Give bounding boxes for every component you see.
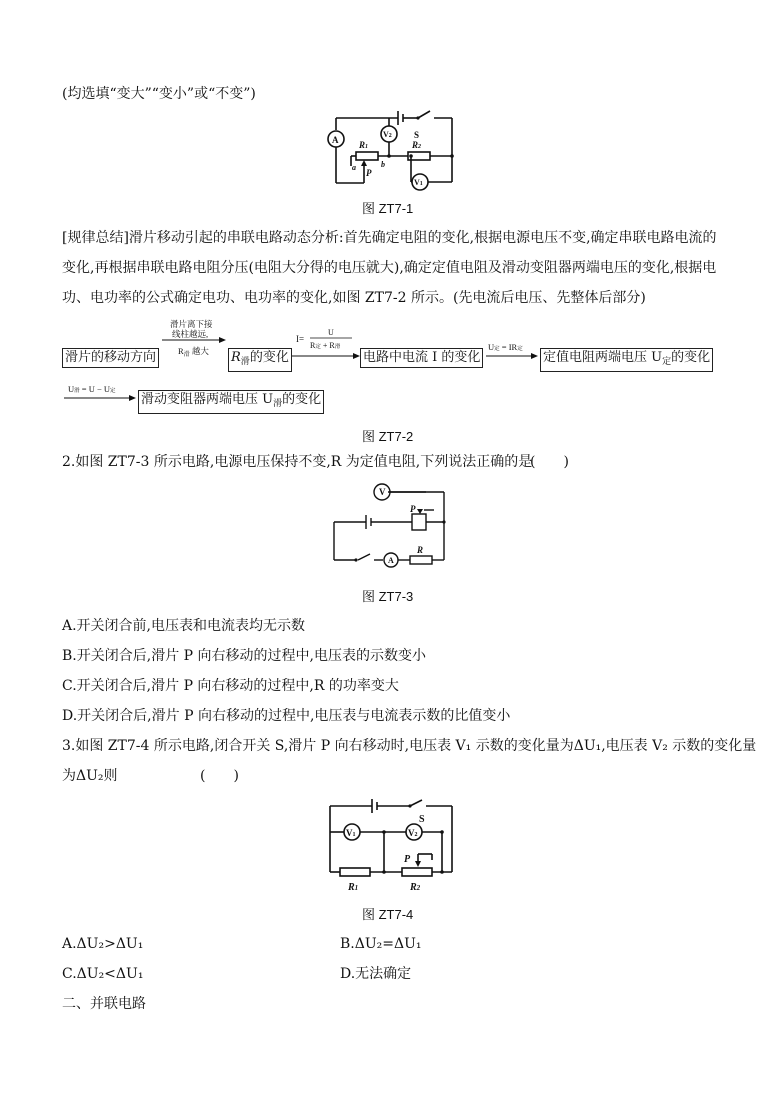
svg-text:a: a — [352, 163, 356, 172]
svg-text:U滑 = U − U定: U滑 = U − U定 — [68, 384, 116, 394]
svg-text:P: P — [404, 854, 411, 865]
svg-text:A: A — [388, 556, 394, 565]
svg-text:P: P — [366, 168, 372, 178]
svg-text:U定 = IR定: U定 = IR定 — [488, 342, 523, 352]
flow-arrow-1 — [160, 318, 228, 362]
flow-box-rheostat-voltage-change: 滑动变阻器两端电压 $U_滑$的变化 — [138, 390, 324, 414]
flow-arrow-4 — [62, 380, 138, 408]
summary-line-2: 变化,再根据串联电路电阻分压(电阻大分得的电压就大),确定定值电阻及滑动变阻器两端电压的变化,根据电 — [62, 260, 717, 276]
resistor-r-icon — [410, 556, 432, 564]
figure-caption-zt7-4: 图 ZT7-4 — [362, 907, 414, 922]
svg-text:V2: V2 — [383, 130, 392, 139]
resistor-r1-icon — [340, 868, 370, 876]
flow-arrow-3 — [484, 334, 540, 362]
svg-text:R1: R1 — [359, 140, 369, 150]
svg-text:V1: V1 — [414, 178, 423, 187]
circuit-figure-zt7-4 — [322, 796, 458, 896]
svg-text:S: S — [419, 814, 425, 825]
flow-box-slider-direction: 滑片的移动方向 — [62, 348, 159, 368]
q2-option-b: B.开关闭合后,滑片 P 向右移动的过程中,电压表的示数变小 — [62, 648, 426, 664]
q2-option-a: A.开关闭合前,电压表和电流表均无示数 — [62, 618, 306, 634]
q3-option-c: C.ΔU₂<ΔU₁ — [62, 966, 144, 982]
svg-text:I=: I= — [296, 334, 305, 344]
q3-option-b: B.ΔU₂=ΔU₁ — [340, 936, 422, 952]
svg-text:V2: V2 — [408, 828, 418, 838]
rheostat-icon — [412, 514, 426, 530]
svg-text:U: U — [328, 328, 334, 337]
flow-box-current-change: 电路中电流 I 的变化 — [360, 348, 483, 368]
circuit-figure-zt7-1 — [326, 108, 466, 194]
figure-caption-zt7-2: 图 ZT7-2 — [362, 429, 414, 444]
svg-text:R2: R2 — [412, 140, 422, 150]
svg-text:V: V — [379, 487, 386, 497]
svg-text:R: R — [417, 545, 424, 555]
summary-line-1: [规律总结]滑片移动引起的串联电路动态分析:首先确定电阻的变化,根据电源电压不变,确定串联电路电流的 — [62, 230, 717, 246]
resistor-r1-icon — [356, 152, 378, 160]
svg-text:滑片离下接: 滑片离下接 — [170, 319, 213, 329]
flow-box-fixed-voltage-change: 定值电阻两端电压 $U_定$的变化 — [540, 348, 713, 372]
svg-text:R2: R2 — [410, 882, 421, 893]
resistor-r2-icon — [402, 868, 432, 876]
q2-option-c: C.开关闭合后,滑片 P 向右移动的过程中,R 的功率变大 — [62, 678, 399, 694]
svg-text:R1: R1 — [348, 882, 359, 893]
svg-text:R定 + R滑: R定 + R滑 — [310, 341, 341, 350]
svg-text:b: b — [381, 160, 385, 169]
flow-arrow-2 — [290, 326, 360, 362]
q2-stem: 2.如图 ZT7-3 所示电路,电源电压保持不变,R 为定值电阻,下列说法正确的是 — [62, 454, 533, 470]
q2-option-d: D.开关闭合后,滑片 P 向右移动的过程中,电压表与电流表示数的比值变小 — [62, 708, 511, 724]
circuit-figure-zt7-3 — [328, 480, 454, 568]
q3-stem-line-1: 3.如图 ZT7-4 所示电路,闭合开关 S,滑片 P 向右移动时,电压表 V₁ 示数的变化量为ΔU₁,电压表 V₂ 示数的变化量 — [62, 738, 757, 754]
ammeter-label: A — [332, 135, 339, 145]
flow-box-r-change: $R_滑$的变化 — [228, 348, 292, 372]
q3-option-a: A.ΔU₂>ΔU₁ — [62, 936, 144, 952]
q3-answer-paren: ( ) — [200, 768, 239, 784]
figure-caption-zt7-3: 图 ZT7-3 — [362, 589, 414, 604]
svg-text:P: P — [410, 504, 416, 514]
summary-line-3: 功、电功率的公式确定电功、电功率的变化,如图 ZT7-2 所示。(先电流后电压、先整体后部分) — [62, 290, 646, 306]
q2-answer-paren: ( ) — [530, 454, 569, 470]
figure-caption-zt7-1: 图 ZT7-1 — [362, 201, 414, 216]
intro-line: (均选填“变大”“变小”或“不变”) — [62, 86, 256, 102]
q3-option-d: D.无法确定 — [340, 966, 412, 982]
svg-text:R滑 越大: $R_滑$ 越大 — [178, 346, 209, 358]
q3-stem-line-2: 为ΔU₂则 — [62, 768, 118, 784]
svg-text:V1: V1 — [346, 828, 356, 838]
section-heading: 二、并联电路 — [62, 996, 146, 1012]
svg-text:线柱越远,: 线柱越远, — [172, 329, 209, 339]
switch-label: S — [414, 130, 420, 140]
